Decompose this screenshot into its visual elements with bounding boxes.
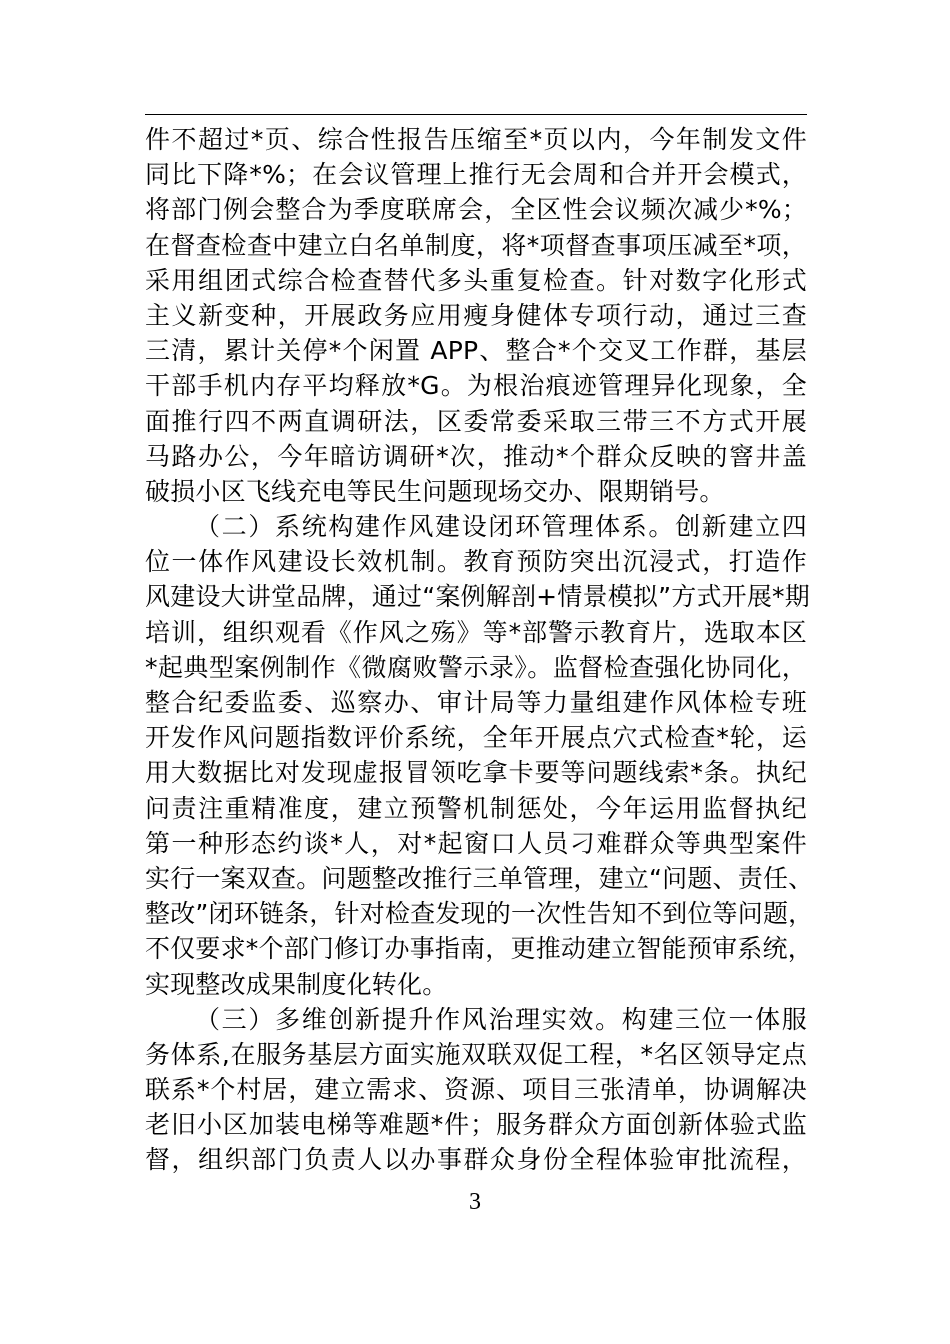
text-line: （三）多维创新提升作风治理实效。构建三位一体服 (195, 1004, 807, 1034)
text-line: *起典型案例制作《微腐败警示录》。监督检查强化协同化， (145, 652, 807, 682)
text-line: 将部门例会整合为季度联席会，全区性会议频次减少*%； (145, 195, 807, 225)
text-line: 问责注重精准度，建立预警机制惩处，今年运用监督执纪 (145, 793, 807, 823)
text-line: 培训，组织观看《作风之殇》等*部警示教育片，选取本区 (145, 617, 807, 647)
text-line: 第一种形态约谈*人，对*起窗口人员刁难群众等典型案件 (145, 828, 807, 858)
text-line: 整改”闭环链条，针对检查发现的一次性告知不到位等问题， (145, 899, 814, 929)
text-line: 同比下降*%；在会议管理上推行无会周和合并开会模式， (145, 160, 807, 190)
text-line: 马路办公，今年暗访调研*次，推动*个群众反映的窨井盖 (145, 441, 807, 471)
page-number: 3 (469, 1189, 481, 1215)
text-line: （二）系统构建作风建设闭环管理体系。创新建立四 (195, 512, 807, 542)
text-line: 用大数据比对发现虚报冒领吃拿卡要等问题线索*条。执纪 (145, 758, 807, 788)
header-rule (145, 114, 807, 115)
text-line: 实现整改成果制度化转化。 (145, 969, 448, 999)
text-line: 面推行四不两直调研法，区委常委采取三带三不方式开展 (145, 406, 807, 436)
text-line: 务体系,在服务基层方面实施双联双促工程，*名区领导定点 (145, 1039, 807, 1069)
text-line: 联系*个村居，建立需求、资源、项目三张清单，协调解决 (145, 1075, 807, 1105)
body-text (145, 122, 814, 1178)
text-line: 整合纪委监委、巡察办、审计局等力量组建作风体检专班 (145, 688, 807, 717)
text-line: 主义新变种，开展政务应用瘦身健体专项行动，通过三查 (145, 300, 807, 330)
text-line: 老旧小区加装电梯等难题*件；服务群众方面创新体验式监 (145, 1110, 807, 1140)
text-line: 采用组团式综合检查替代多头重复检查。针对数字化形式 (145, 265, 807, 295)
text-line: 在督查检查中建立白名单制度，将*项督查事项压减至*项， (145, 230, 807, 260)
text-line: 实行一案双查。问题整改推行三单管理，建立“问题、责任、 (145, 863, 814, 893)
text-line: 位一体作风建设长效机制。教育预防突出沉浸式，打造作 (145, 547, 807, 577)
text-line: 干部手机内存平均释放*G。为根治痕迹管理异化现象，全 (145, 371, 807, 401)
text-line: 破损小区飞线充电等民生问题现场交办、限期销号。 (145, 476, 725, 506)
text-line: 开发作风问题指数评价系统，全年开展点穴式检查*轮，运 (145, 723, 807, 753)
text-line: 风建设大讲堂品牌，通过“案例解剖+情景模拟”方式开展*期 (145, 582, 810, 612)
text-line: 件不超过*页、综合性报告压缩至*页以内，今年制发文件 (145, 125, 807, 154)
text-line: 督，组织部门负责人以办事群众身份全程体验审批流程， (145, 1145, 807, 1175)
text-line: 三清，累计关停*个闲置 APP、整合*个交叉工作群，基层 (145, 336, 807, 366)
text-line: 不仅要求*个部门修订办事指南，更推动建立智能预审系统， (145, 934, 813, 964)
